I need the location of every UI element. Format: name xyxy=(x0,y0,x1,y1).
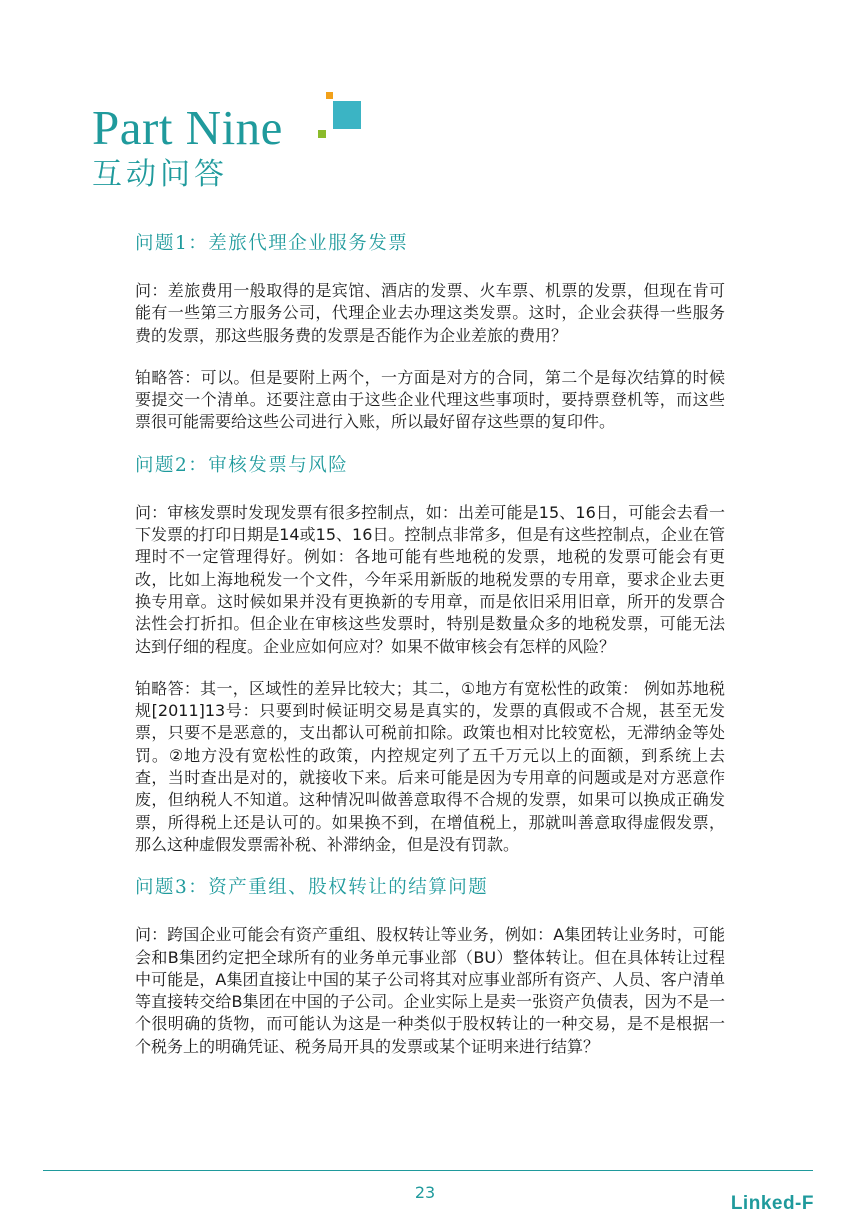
section-title: 问题1：差旅代理企业服务发票 xyxy=(135,233,409,254)
answer-paragraph: 铂略答：其一，区域性的差异比较大；其二，①地方有宽松性的政策： 例如苏地税规[2011]13号：只要到时候证明交易是真实的，发票的真假或不合规，甚至无发票，只要不是恶意的，支出都认可税前扣除。政策也相对比较宽松，无滞纳金等处罚。②地方没有宽松性的政策，内控规定列了五千万元以上的面额，到系统上去查，当时查出是对的，就接收下来。后来可能是因为专用章的问题或是对方恶意作废，但纳税人不知道。这种情况叫做善意取得不合规的发票，如果可以换成正确发票，所得税上还是认可的。如果换不到，在增值税上，那就叫善意取得虚假发票，那么这种虚假发票需补税、补滞纳金，但是没有罚款。 xyxy=(135,678,725,854)
question-paragraph: 问：差旅费用一般取得的是宾馆、酒店的发票、火车票、机票的发票，但现在肯可能有一些第三方服务公司，代理企业去办理这类发票。这时，企业会获得一些服务费的发票，那这些服务费的发票是否能作为企业差旅的费用？ xyxy=(135,281,725,345)
qa-section-1 xyxy=(135,232,725,434)
page-subtitle: 互动问答 xyxy=(92,157,228,192)
question-paragraph: 问：跨国企业可能会有资产重组、股权转让等业务，例如：A集团转让业务时，可能会和B集团约定把全球所有的业务单元事业部（BU）整体转让。但在具体转让过程中可能是，A集团直接让中国的某子公司将其对应事业部所有资产、人员、客户清单等直接转交给B集团在中国的子公司。企业实际上是卖一张资产负债表，因为不是一个很明确的货物，而可能认为这是一种类似于股权转让的一种交易，是不是根据一个税务上的明确凭证、税务局开具的发票或某个证明来进行结算？ xyxy=(135,925,725,1056)
question-paragraph: 问：审核发票时发现发票有很多控制点，如：出差可能是15、16日，可能会去看一下发票的打印日期是14或15、16日。控制点非常多，但是有这些控制点，企业在管理时不一定管理得好。例如：各地可能有些地税的发票，地税的发票可能会有更改，比如上海地税发一个文件，今年采用新版的地税发票的专用章，要求企业去更换专用章。这时候如果并没有更换新的专用章，而是依旧采用旧章，所开的发票合法性会打折扣。但企业在审核这些发票时，特别是数量众多的地税发票，可能无法达到仔细的程度。企业应如何应对？如果不做审核会有怎样的风险？ xyxy=(135,502,725,656)
orange-square-icon xyxy=(326,92,333,99)
section-title: 问题3：资产重组、股权转让的结算问题 xyxy=(135,877,489,899)
decorative-squares-icon xyxy=(318,92,368,142)
teal-square-icon xyxy=(333,101,361,129)
qa-content xyxy=(135,232,725,1078)
green-square-icon xyxy=(318,130,326,138)
footer-divider xyxy=(43,1170,813,1171)
section-title: 问题2：审核发票与风险 xyxy=(135,454,349,476)
qa-section-3 xyxy=(135,876,725,1058)
page-title: Part Nine xyxy=(92,100,283,155)
page-number: 23 xyxy=(414,1183,436,1202)
answer-paragraph: 铂略答：可以。但是要附上两个，一方面是对方的合同，第二个是每次结算的时候要提交一个清单。还要注意由于这些企业代理这些事项时，要持票登机等，而这些票很可能需要给这些公司进行入账，所以最好留存这些票的复印件。 xyxy=(135,367,725,432)
brand-logo: Linked-F xyxy=(730,1193,814,1214)
qa-section-2 xyxy=(135,454,725,856)
